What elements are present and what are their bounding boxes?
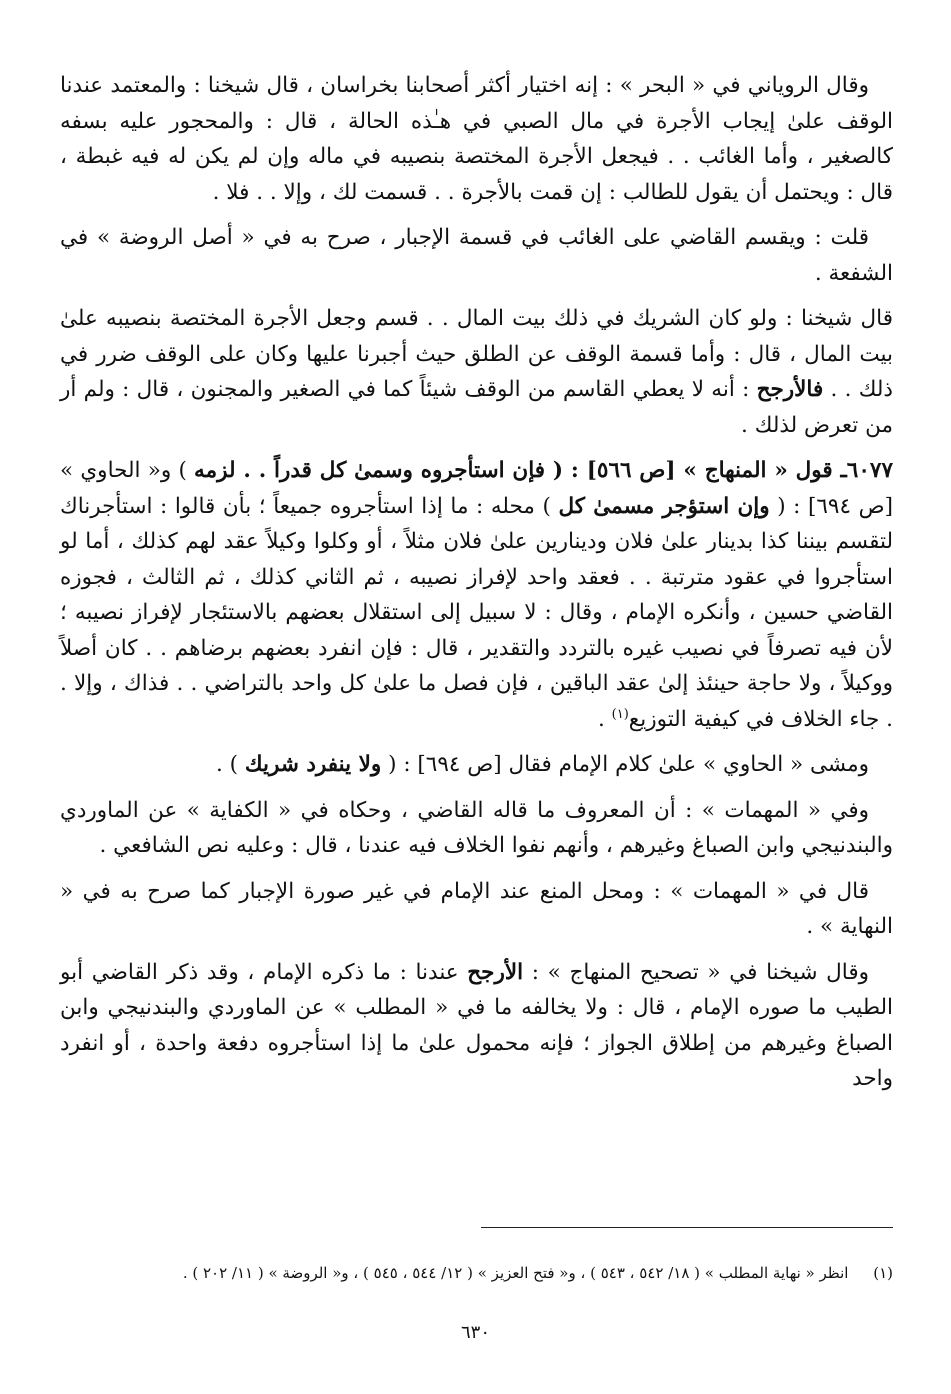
paragraph-p1 <box>60 68 893 210</box>
paragraph-p3 <box>60 301 893 443</box>
bold-text: ولا ينفرد شريك <box>244 752 382 777</box>
footnote-reference: (١) <box>611 706 629 722</box>
text-segment: ) محله : ما إذا استأجروه جميعاً ؛ بأن قالوا : استأجرناك لتقسم بيننا كذا بدينار علىٰ فلان ودينارين علىٰ فلان مثلاً ، أو وكلوا وكيلاً عقد لهم كذلك ، أما لو استأجروا في عقود مترتبة . . فعقد واحد لإفراز نصيبه ، ثم الثاني كذلك ، ثم الثالث ، فجوزه القاضي حسين ، وأنكره الإمام ، وقال : لا سبيل إلى استقلال بعضهم بالاستئجار لإفراز نصيبه ؛ لأن فيه تصرفاً في نصيب غيره بالتردد والتقدير ، قال : فإن انفرد بعضهم برضاهم . . كان أصلاً ووكيلاً ، ولا حاجة حينئذ إلىٰ عقد الباقين ، فإن فصل ما علىٰ كل واحد بالتراضي . . فذاك ، وإلا . . جاء الخلاف في كيفية التوزيع <box>60 493 893 732</box>
text-segment: ) . <box>215 752 245 777</box>
text-segment: قلت : ويقسم القاضي على الغائب في قسمة الإجبار ، صرح به في « أصل الروضة » في الشفعة . <box>60 225 893 286</box>
text-segment: عندنا : ما ذكره الإمام ، وقد ذكر القاضي أبو الطيب ما صوره الإمام ، قال : ولا يخالفه ما في « المطلب » عن الماوردي والبندنيجي وابن الصباغ وغيرهم من إطلاق الجواز ؛ فإنه محمول علىٰ ما إذا استأجروه دفعة واحدة ، أو انفرد واحد <box>60 959 893 1091</box>
paragraph-p2 <box>60 220 893 291</box>
paragraph-p6 <box>60 793 893 864</box>
text-segment: وقال شيخنا في « تصحيح المنهاج » : <box>523 959 869 985</box>
paragraph-p8 <box>60 955 893 1097</box>
text-segment: قال في « المهمات » : ومحل المنع عند الإمام في غير صورة الإجبار كما صرح به في « النهاية » . <box>60 878 893 939</box>
bold-text: وإن استؤجر مسمىٰ كل <box>558 493 770 519</box>
paragraph-p4 <box>60 453 893 737</box>
bold-text: الأرجح <box>467 959 524 985</box>
bold-text: فالأرجح <box>756 377 824 402</box>
main-text <box>60 68 893 1097</box>
footnote <box>60 1262 893 1284</box>
bold-text: فإن استأجروه وسمىٰ كل قدراً . . لزمه <box>194 458 546 483</box>
text-segment: . <box>597 706 612 732</box>
bold-text: ٦٠٧٧ـ قول « المنهاج » [ص ٥٦٦] : ( <box>545 458 893 483</box>
text-segment: وفي « المهمات » : أن المعروف ما قاله القاضي ، وحكاه في « الكفاية » عن الماوردي والبندنيجي وابن الصباغ وغيرهم ، وأنهم نفوا الخلاف فيه عندنا ، قال : وعليه نص الشافعي . <box>60 797 893 858</box>
footnote-separator <box>481 1227 893 1228</box>
paragraph-p7 <box>60 874 893 945</box>
paragraph-p5 <box>60 747 893 783</box>
text-segment: : أنه لا يعطي القاسم من الوقف شيئاً كما في الصغير والمجنون ، قال : ولم أر من تعرض لذلك . <box>60 377 893 438</box>
footnote-number: (١) <box>873 1264 893 1282</box>
text-segment: قال شيخنا : ولو كان الشريك في ذلك بيت المال . . قسم وجعل الأجرة المختصة بنصيبه علىٰ بيت المال ، قال : وأما قسمة الوقف عن الطلق حيث أجبرنا عليها وكان على الوقف ضرر في ذلك . . <box>60 306 893 402</box>
text-segment: وقال الروياني في « البحر » : إنه اختيار أكثر أصحابنا بخراسان ، قال شيخنا : والمعتمد عندنا الوقف علىٰ إيجاب الأجرة في مال الصبي في هـٰذه الحالة ، قال : والمحجور عليه بسفه كالصغير ، وأما الغائب . . فيجعل الأجرة المختصة بنصيبه في ماله وإن لم يكن له فيه غبطة ، قال : ويحتمل أن يقول للطالب : إن قمت بالأجرة . . قسمت لك ، وإلا . . فلا . <box>60 73 893 205</box>
page-number: ٦٣٠ <box>460 1322 490 1343</box>
text-segment: ) و« الحاوي » [ص ٦٩٤] : ( <box>60 458 893 519</box>
text-segment: ومشى « الحاوي » علىٰ كلام الإمام فقال [ص ٦٩٤] : ( <box>381 752 869 777</box>
footnote-text: انظر « نهاية المطلب » ( ١٨/ ٥٤٢ ، ٥٤٣ ) ، و« فتح العزيز » ( ١٢/ ٥٤٤ ، ٥٤٥ ) ، و« الروضة » ( ١١/ ٢٠٢ ) . <box>182 1264 849 1282</box>
